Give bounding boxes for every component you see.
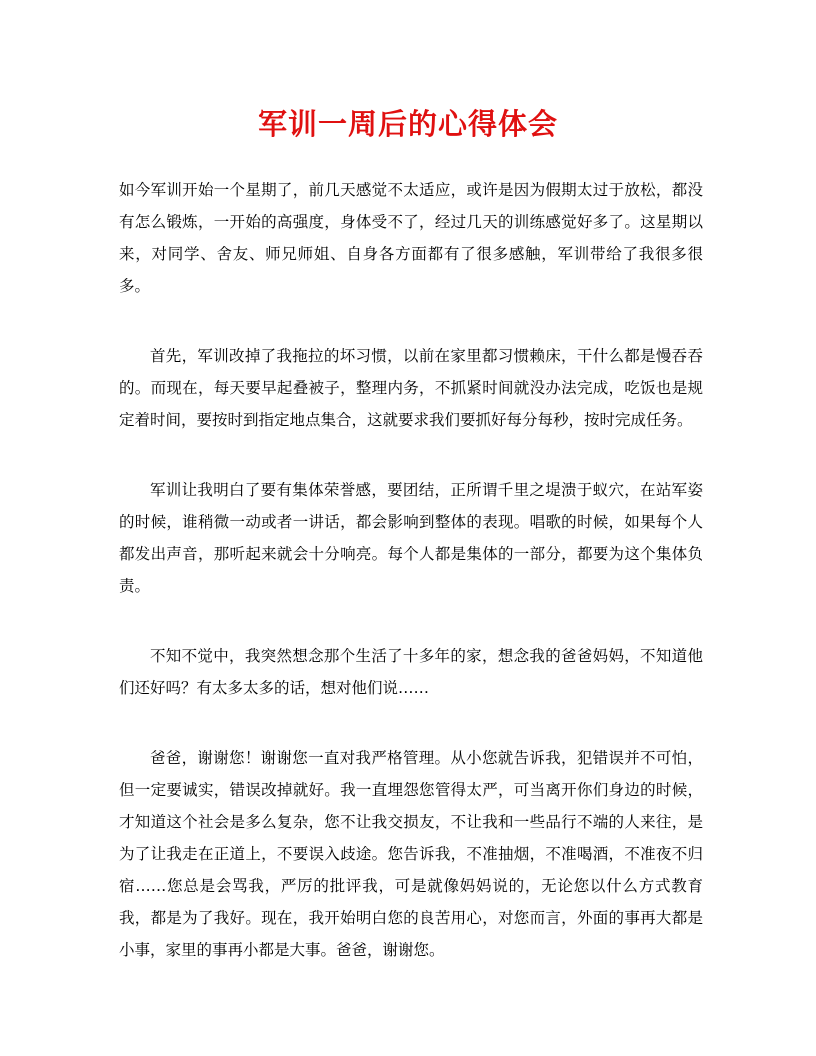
paragraph-missing-home: 不知不觉中，我突然想念那个生活了十多年的家，想念我的爸爸妈妈，不知道他们还好吗？有太多太多的话，想对他们说…… — [119, 647, 703, 697]
paragraph-teamwork: 军训让我明白了要有集体荣誉感，要团结，正所谓千里之堤溃于蚁穴，在站军姿的时候，谁稍微一动或者一讲话，都会影响到整体的表现。唱歌的时候，如果每个人都发出声音，那听起来就会十分响亮。每个人都是集体的一部分，都要为这个集体负责。 — [119, 481, 703, 595]
paragraph-letter-to-father: 爸爸，谢谢您！谢谢您一直对我严格管理。从小您就告诉我，犯错误并不可怕，但一定要诚实，错误改掉就好。我一直埋怨您管得太严，可当离开你们身边的时候，才知道这个社会是多么复杂，您不让我交损友，不让我和一些品行不端的人来往，是为了让我走在正道上，不要误入歧途。您告诉我，不准抽烟，不准喝酒，不准夜不归宿……您总是会骂我，严厉的批评我，可是就像妈妈说的，无论您以什么方式教育我，都是为了我好。现在，我开始明白您的良苦用心，对您而言，外面的事再大都是小事，家里的事再小都是大事。爸爸，谢谢您。 — [119, 749, 703, 959]
paragraph-intro: 如今军训开始一个星期了，前几天感觉不太适应，或许是因为假期太过于放松，都没有怎么锻炼，一开始的高强度，身体受不了，经过几天的训练感觉好多了。这星期以来，对同学、舍友、师兄师姐、自身各方面都有了很多感触，军训带给了我很多很多。 — [119, 181, 703, 295]
paragraph-habits: 首先，军训改掉了我拖拉的坏习惯，以前在家里都习惯赖床，干什么都是慢吞吞的。而现在，每天要早起叠被子，整理内务，不抓紧时间就没办法完成，吃饭也是规定着时间，要按时到指定地点集合，这就要求我们要抓好每分每秒，按时完成任务。 — [119, 347, 703, 429]
document-body — [119, 174, 703, 1004]
document-title: 军训一周后的心得体会 — [257, 107, 558, 141]
